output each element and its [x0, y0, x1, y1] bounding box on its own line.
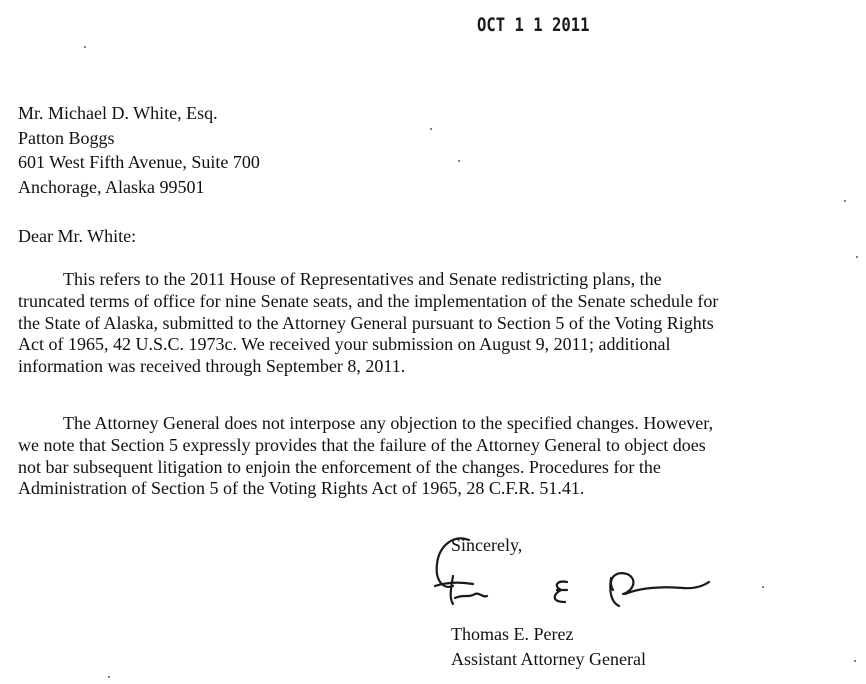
scan-speck — [84, 46, 86, 48]
date-stamp: OCT 1 1 2011 — [477, 14, 590, 36]
paragraph-line: Act of 1965, 42 U.S.C. 1973c. We received your submission on August 9, 2011; additional — [18, 334, 671, 355]
closing: Sincerely, — [451, 535, 523, 555]
signer-title: Assistant Attorney General — [451, 648, 646, 669]
paragraph-line: information was received through September 8, 2011. — [18, 356, 406, 377]
recipient-line: Anchorage, Alaska 99501 — [18, 176, 205, 197]
paragraph-line: This refers to the 2011 House of Representatives and Senate redistricting plans, the — [63, 269, 662, 289]
signer-name: Thomas E. Perez — [451, 624, 574, 644]
handwritten-signature — [425, 532, 725, 627]
scan-speck — [458, 160, 460, 162]
recipient-line: Patton Boggs — [18, 127, 115, 148]
signature-text: Thomas E. Perez — [425, 532, 432, 533]
scan-speck — [854, 660, 856, 662]
scan-speck — [856, 256, 858, 258]
scan-speck — [762, 586, 764, 588]
paragraph-line: Administration of Section 5 of the Voting Rights Act of 1965, 28 C.F.R. 51.41. — [18, 478, 585, 499]
paragraph-line: not bar subsequent litigation to enjoin the enforcement of the changes. Procedures for the — [18, 456, 661, 477]
recipient-line: 601 West Fifth Avenue, Suite 700 — [18, 152, 260, 172]
recipient-line: Mr. Michael D. White, Esq. — [18, 103, 218, 123]
scan-speck — [844, 200, 846, 202]
paragraph-line: truncated terms of office for nine Senate seats, and the implementation of the Senate schedule for — [18, 290, 719, 311]
body-paragraph-1 — [18, 269, 833, 378]
paragraph-line: The Attorney General does not interpose any objection to the specified changes. However, — [63, 413, 714, 433]
scan-speck — [108, 676, 110, 678]
paragraph-line: the State of Alaska, submitted to the Attorney General pursuant to Section 5 of the Voting Rights — [18, 312, 714, 333]
body-paragraph-2 — [18, 413, 833, 500]
signer-block — [451, 622, 646, 671]
paragraph-line: we note that Section 5 expressly provides that the failure of the Attorney General to object does — [18, 434, 706, 455]
salutation: Dear Mr. White: — [18, 226, 137, 246]
recipient-address — [18, 101, 260, 199]
scan-speck — [430, 128, 432, 130]
